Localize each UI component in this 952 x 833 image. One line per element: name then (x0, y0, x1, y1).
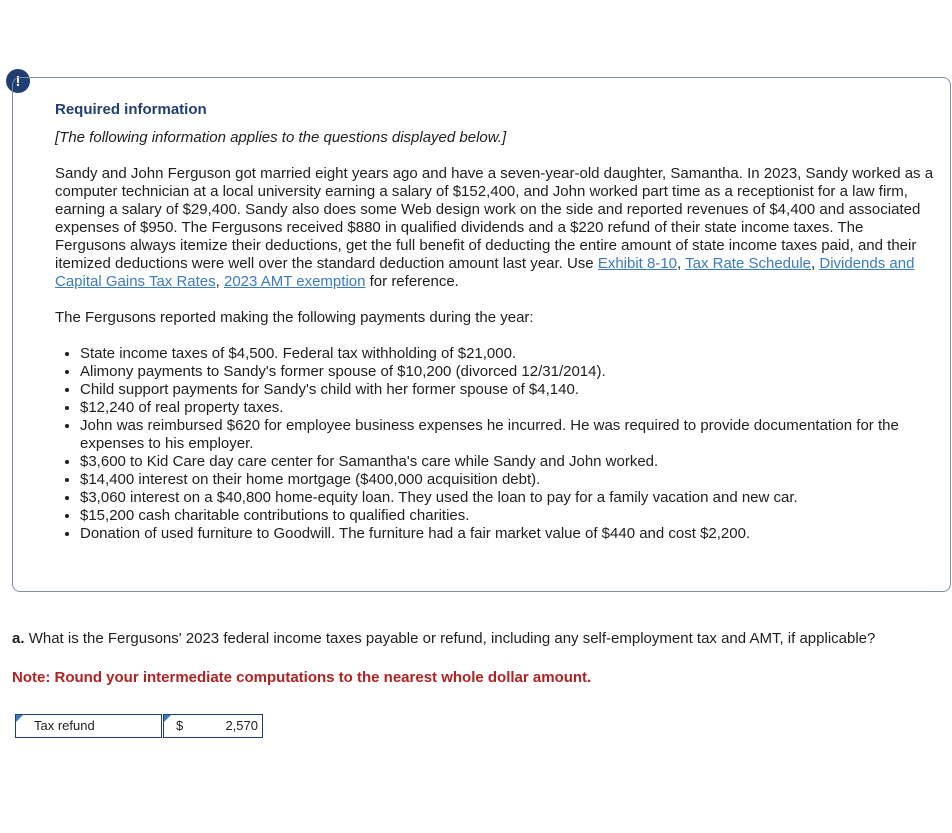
list-item: • $3,060 interest on a $40,800 home-equity loan. They used the loan to pay for a family vacation and new car. (80, 489, 936, 507)
list-item: • $15,200 cash charitable contributions to qualified charities. (80, 507, 936, 525)
question-a (12, 630, 875, 648)
scenario-paragraph: Sandy and John Ferguson got married eight years ago and have a seven-year-old daughter, Samantha. In 2023, Sandy worked as a computer technician at a local university earning a salary of $152,400, and John worked part time as a receptionist for a law firm, earning a salary of $29,400. Sandy also does some Web design work on the side and reported revenues of $4,400 and associated expenses of $950. The Fergusons received $880 in qualified dividends and a $220 refund of their state income taxes. The Fergusons always itemize their deductions, get the full benefit of deducting the entire amount of state income taxes paid, and their itemized deductions were well over the standard deduction amount last year. Use Exhibit 8-10, Tax Rate Schedule, Dividends and Capital Gains Tax Rates, 2023 AMT exemption for reference. (55, 165, 934, 290)
required-information-title: Required information (55, 101, 207, 118)
list-item: • $12,240 of real property taxes. (80, 399, 936, 417)
payments-list (55, 345, 936, 543)
link-amt-exemption[interactable]: 2023 AMT exemption (223, 273, 366, 290)
link-exhibit-8-10[interactable]: Exhibit 8-10 (597, 255, 678, 272)
answer-value: 2,570 (225, 718, 258, 733)
list-item: • $3,600 to Kid Care day care center for Samantha's care while Sandy and John worked. (80, 453, 936, 471)
required-information-box (12, 77, 951, 592)
answer-label-text: Tax refund (34, 718, 95, 733)
list-item: • $14,400 interest on their home mortgage ($400,000 acquisition debt). (80, 471, 936, 489)
list-item: • Donation of used furniture to Goodwill. The furniture had a fair market value of $440 and cost $2,200. (80, 525, 936, 543)
list-item: • State income taxes of $4,500. Federal tax withholding of $21,000. (80, 345, 936, 363)
link-tax-rate-schedule[interactable]: Tax Rate Schedule (685, 255, 812, 272)
tax-refund-label[interactable] (15, 714, 162, 738)
scenario-text: Sandy and John Ferguson got married eight years ago and have a seven-year-old daughter, Samantha. In 2023, Sandy worked as a computer technician at a local university earning a salary of $152,400, and John worked part time as a receptionist for a law firm, earning a salary of $29,400. Sandy also does some Web design work on the side and reported revenues of $4,400 and associated expenses of $950. The Fergusons received $880 in qualified dividends and a $220 refund of their state income taxes. The Fergusons always itemize their deductions, get the full benefit of deducting the entire amount of state income taxes paid, and their itemized deductions were well over the standard deduction amount last year. Use (55, 165, 934, 272)
question-label: a. (12, 630, 25, 647)
payments-intro: The Fergusons reported making the following payments during the year: (55, 309, 534, 326)
info-subtitle: [The following information applies to the questions displayed below.] (55, 129, 507, 146)
list-item: • Child support payments for Sandy's child with her former spouse of $4,140. (80, 381, 936, 399)
list-item: • John was reimbursed $620 for employee business expenses he incurred. He was required to provide documentation for the expenses to his employer. (80, 417, 936, 453)
rounding-note: Note: Round your intermediate computations to the nearest whole dollar amount. (12, 669, 592, 686)
list-item: • Alimony payments to Sandy's former spouse of $10,200 (divorced 12/31/2014). (80, 363, 936, 381)
answer-row (15, 714, 263, 738)
alert-symbol: ! (15, 72, 21, 90)
link-dividends-capital-gains[interactable]: Dividends and Capital Gains Tax Rates (55, 255, 915, 290)
question-text: What is the Fergusons' 2023 federal income taxes payable or refund, including any self-employment tax and AMT, if applicable? (28, 630, 876, 647)
currency-symbol: $ (176, 718, 184, 733)
tax-refund-input[interactable] (163, 714, 263, 738)
scenario-text-end: for reference. (369, 273, 459, 290)
